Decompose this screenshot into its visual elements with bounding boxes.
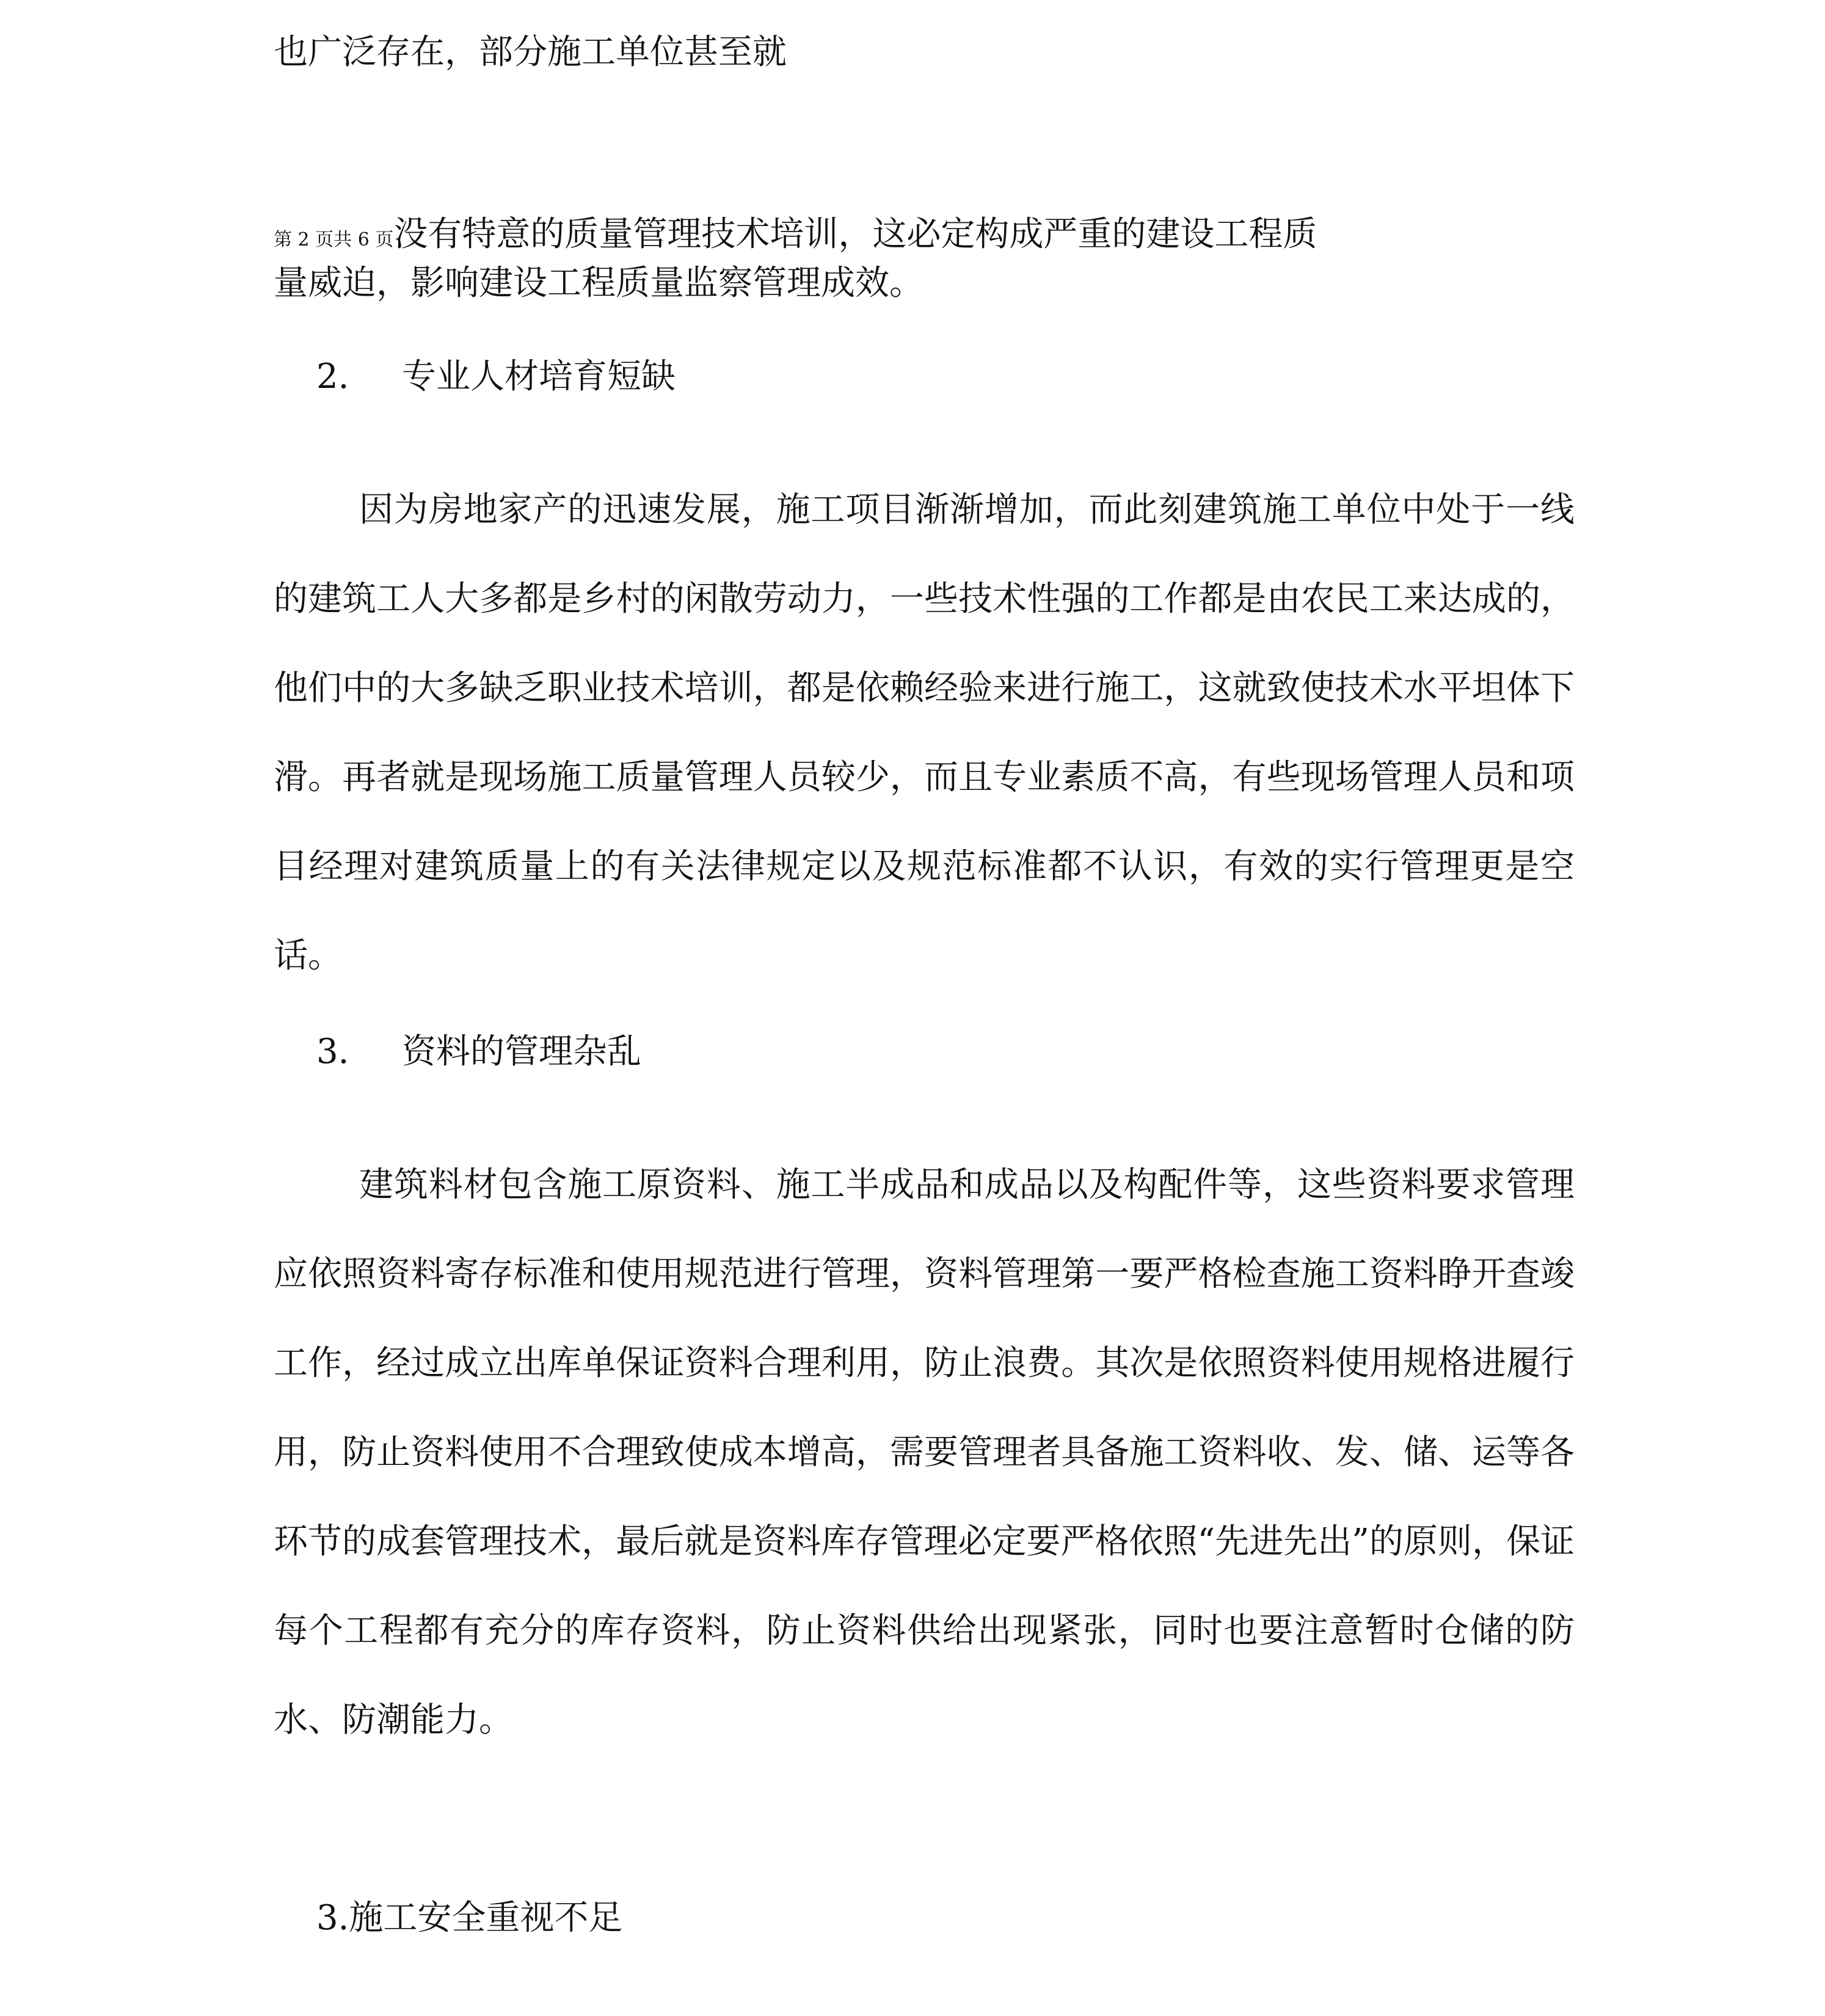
section-heading-safety: 3.施工安全重视不足 <box>316 1898 623 1938</box>
page-number-marker: 第 2 页共 6 页 <box>274 229 394 250</box>
paragraph-material-management: 建筑料材包含施工原资料、施工半成品和成品以及构配件等，这些资料要求管理应依照资料寄存标准和使用规范进行管理，资料管理第一要严格检查施工资料睁开查竣工作，经过成立出库单保证资料合理利用，防止浪费。其次是依照资料使用规格进履行用，防止资料使用不合理致使成本增高，需要管理者具备施工资料收、发、储、运等各环节的成套管理技术，最后就是资料库存管理必定要严格依照“先进先出”的原则，保证每个工程都有充分的库存资料，防止资料供给出现紧张，同时也要注意暂时仓储的防水、防潮能力。 <box>274 1165 1575 1740</box>
section-heading-3 <box>316 1031 641 1072</box>
section-title: 专业人材培育短缺 <box>402 357 676 396</box>
text-line-continued-1 <box>274 214 1317 255</box>
text-line-continued-2: 量威迫，影响建设工程质量监察管理成效。 <box>274 263 923 303</box>
section-number: 2. <box>316 357 349 396</box>
section-number: 3. <box>316 1032 349 1072</box>
section-title: 资料的管理杂乱 <box>402 1032 641 1072</box>
section-heading-2 <box>316 356 676 397</box>
paragraph-talent-shortage: 因为房地家产的迅速发展，施工项目渐渐增加，而此刻建筑施工单位中处于一线的建筑工人大多都是乡村的闲散劳动力，一些技术性强的工作都是由农民工来达成的，他们中的大多缺乏职业技术培训，都是依赖经验来进行施工，这就致使技术水平坦体下滑。再者就是现场施工质量管理人员较少，而且专业素质不高，有些现场管理人员和项目经理对建筑质量上的有关法律规定以及规范标准都不认识，有效的实行管理更是空话。 <box>274 490 1575 976</box>
text-line-continued-1-body: 没有特意的质量管理技术培训，这必定构成严重的建设工程质 <box>393 214 1317 254</box>
text-fragment-top: 也广泛存在，部分施工单位甚至就 <box>274 32 787 72</box>
